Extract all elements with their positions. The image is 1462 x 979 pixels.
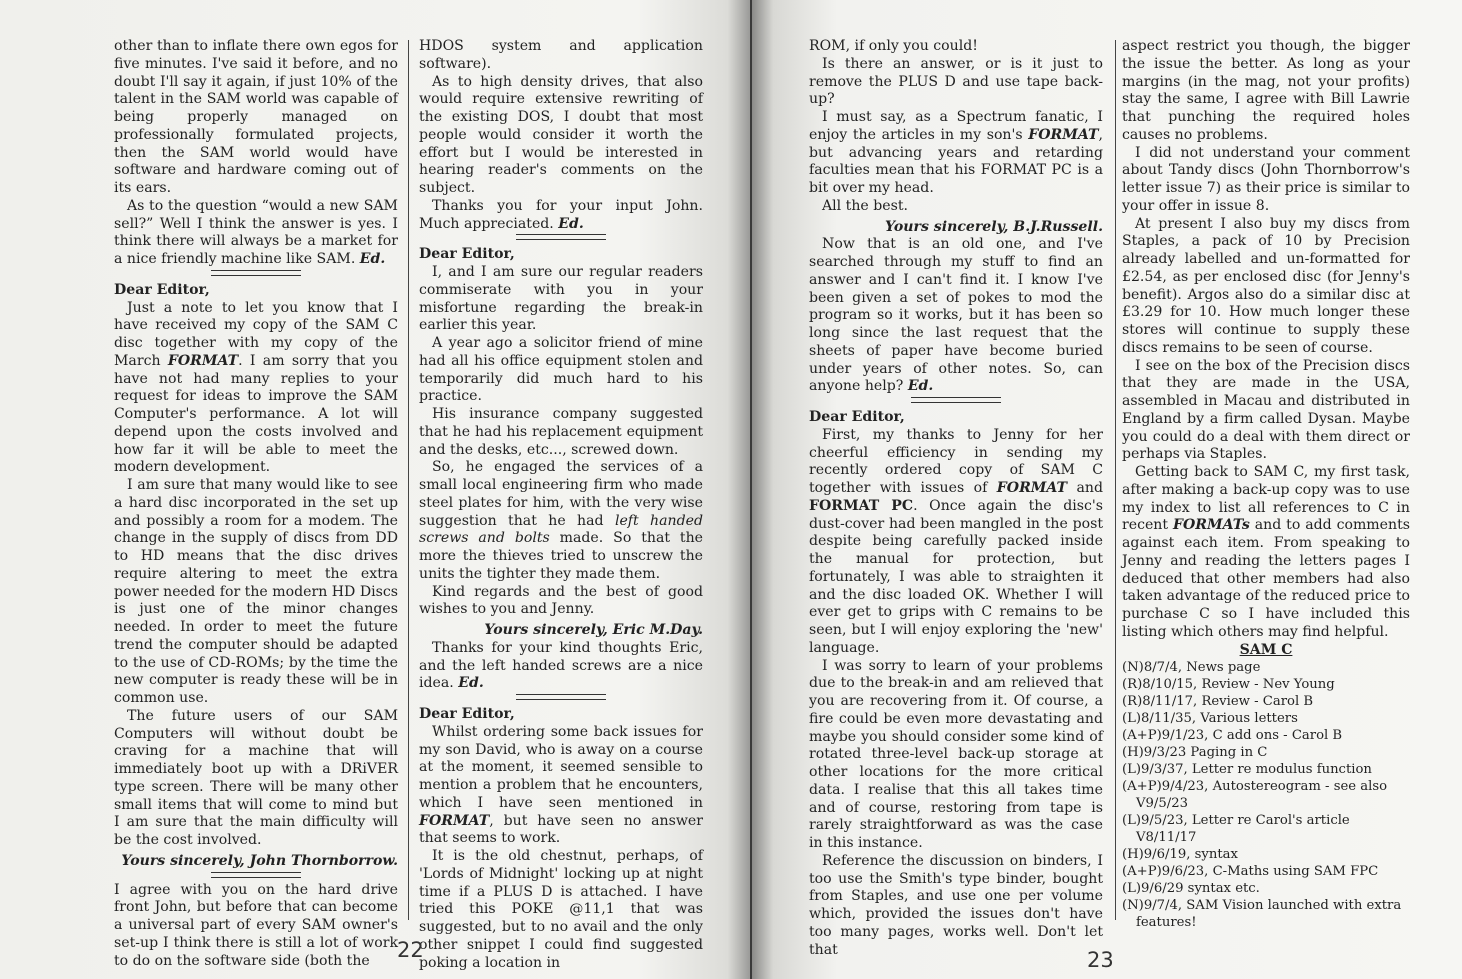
text-run: I must say, as a Spectrum fanatic, I enjoy the articles in my son's bbox=[809, 109, 1103, 143]
list-item bbox=[1122, 846, 1410, 863]
list-item bbox=[1122, 676, 1410, 693]
text-run: So, he engaged the services of a small local engineering firm who made steel plates for him, with the very wise suggestion that he had bbox=[419, 459, 703, 529]
column-divider bbox=[408, 40, 409, 920]
separator-rule bbox=[211, 270, 301, 276]
magazine-name: FORMAT PC bbox=[809, 497, 914, 514]
list-item-text: (L)8/11/35, Various letters bbox=[1122, 711, 1298, 727]
editor-note: Ed. bbox=[907, 378, 934, 395]
letter-salutation bbox=[419, 246, 703, 264]
text-run: ROM, if only you could! bbox=[809, 38, 978, 54]
list-item bbox=[1122, 761, 1410, 778]
list-item bbox=[1122, 897, 1410, 931]
paragraph bbox=[809, 38, 1103, 56]
paragraph bbox=[419, 198, 703, 234]
text-run: All the best. bbox=[822, 197, 908, 214]
text-run: aspect restrict you though, the bigger the issue the better. As long as your margins (in the mag, not your profits) stay the same, I agree with Bill Lawrie that punching the required holes causes no problems. bbox=[1122, 38, 1410, 143]
list-item bbox=[1122, 778, 1410, 812]
letter-salutation bbox=[419, 706, 703, 724]
text-run: I did not understand your comment about Tandy discs (John Thornborrow's letter issue 7) as their price is similar to your offer in issue 8. bbox=[1122, 144, 1410, 214]
text-run: Kind regards and the best of good wishes to you and Jenny. bbox=[419, 583, 703, 618]
text-run: Reference the discussion on binders, I too use the Smith's type binder, bought from Staples, and use one per volume which, provided the issues don't have too many pages, works well. Don't let that bbox=[809, 852, 1103, 958]
list-heading bbox=[1122, 642, 1410, 660]
list-item bbox=[1122, 880, 1410, 897]
list-item bbox=[1122, 727, 1410, 744]
paragraph bbox=[114, 477, 398, 708]
magazine-name: FORMAT bbox=[1028, 126, 1099, 143]
paragraph bbox=[1122, 216, 1410, 358]
paragraph bbox=[809, 658, 1103, 853]
italic-text: left handed screws and bolts bbox=[419, 512, 703, 547]
text-run: Dear Editor, bbox=[419, 706, 515, 722]
list-item-text: (N)9/7/4, SAM Vision launched with extra features! bbox=[1122, 898, 1402, 931]
text-run: Now that is an old one, and I've searched through my stuff to find an answer and I can't find it. I know I've been given a set of pokes to mod the program so it works, but it has been so long since the last request that the sheets of paper have become buried under years of other notes. So, can anyone help? bbox=[809, 236, 1103, 395]
separator-rule bbox=[516, 694, 606, 700]
text-run: Getting back to SAM C, my first task, after making a back-up copy was to use my index to list all references to C in recent bbox=[1122, 464, 1410, 534]
list-item-text: (A+P)9/6/23, C-Maths using SAM FPC bbox=[1122, 864, 1379, 880]
text-run: Dear Editor, bbox=[809, 409, 905, 425]
text-run: other than to inflate there own egos for five minutes. I've said it before, and no doubt I'll say it again, if just 10% of the talent in the SAM world was capable of being properly managed on professionally formulated projects, then the SAM world would have software and hardware coming out of its ears. bbox=[114, 38, 398, 196]
text-run: I see on the box of the Precision discs that they are made in the USA, assembled in Macau and distributed in England by a firm called Dysan. Maybe you could do a deal with them direct or perhaps via Staples. bbox=[1122, 357, 1410, 463]
text-run: First, my thanks to Jenny for her cheerful efficiency in sending my recently ordered copy of SAM C together with issues of bbox=[809, 426, 1103, 496]
paragraph bbox=[809, 427, 1103, 658]
text-run: A year ago a solicitor friend of mine had all his office equipment stolen and temporarily did much hard to his practice. bbox=[419, 335, 703, 405]
text-run: As to the question “would a new SAM sell?” Well I think the answer is yes. I think there will always be a market for a nice friendly machine like SAM. bbox=[114, 197, 398, 267]
paragraph bbox=[114, 38, 398, 198]
letter-salutation bbox=[809, 409, 1103, 427]
paragraph bbox=[809, 198, 1103, 216]
list-item-text: (R)8/10/15, Review - Nev Young bbox=[1122, 677, 1335, 693]
text-run: made. So that the more the thieves tried to unscrew the units the tighter they made them. bbox=[419, 530, 704, 582]
list-item-text: (H)9/3/23 Paging in C bbox=[1122, 745, 1268, 761]
text-run: , but advancing years and retarding faculties mean that his FORMAT PC is a bit over my head. bbox=[809, 126, 1103, 196]
paragraph bbox=[419, 584, 703, 620]
text-run: Whilst ordering some back issues for my son David, who is away on a course at the moment, it seemed sensible to mention a problem that he encounters, which I have seen mentioned in bbox=[419, 723, 703, 811]
text-run: Is there an answer, or is it just to remove the PLUS D and use tape back-up? bbox=[809, 55, 1103, 108]
list-item-text: (A+P)9/4/23, Autostereogram - see also V9/5/23 bbox=[1122, 779, 1388, 812]
text-run: and bbox=[1067, 480, 1104, 496]
text-run: , but have seen no answer that seems to work. bbox=[419, 812, 703, 847]
paragraph bbox=[419, 406, 703, 459]
paragraph bbox=[1122, 145, 1410, 216]
text-run: . Once again the disc's dust-cover had been mangled in the post despite being carefully packed inside the manual for protection, but fortunately, I was able to straighten it and the disc loaded OK. Whether I will ever get to grips with C remains to be seen, but I will enjoy exploring the 'new' language. bbox=[809, 497, 1103, 656]
list-item bbox=[1122, 659, 1410, 676]
text-run: At present I also buy my discs from Staples, a pack of 10 by Precision already labelled and un-formatted for £2.54, as per enclosed disc (for Jenny's benefit). Argos also do a similar disc at £3.29 for 10. How much longer these stores will continue to supply these discs remains to be seen of course. bbox=[1122, 215, 1410, 356]
right-page-column-2 bbox=[1122, 38, 1410, 931]
list-item bbox=[1122, 812, 1410, 846]
text-run: SAM C bbox=[1239, 641, 1293, 658]
paragraph bbox=[419, 459, 703, 583]
right-page-column-1 bbox=[809, 38, 1103, 959]
text-run: HDOS system and application software). bbox=[419, 38, 703, 72]
list-item-text: (L)9/5/23, Letter re Carol's article V8/11/17 bbox=[1122, 813, 1350, 846]
text-run: I agree with you on the hard drive front John, but before that can become a universal part of every SAM owner's set-up I think there is still a lot of work to do on the software side (both the bbox=[114, 881, 398, 969]
list-item bbox=[1122, 744, 1410, 761]
paragraph bbox=[809, 853, 1103, 960]
editor-note: Ed. bbox=[558, 215, 584, 232]
list-item-text: (H)9/6/19, syntax bbox=[1122, 847, 1238, 863]
text-run: I am sure that many would like to see a hard disc incorporated in the set up and possibly a room for a modem. The change in the supply of discs from DD to HD means that the disc drives require altering to meet the extra power needed for the modern HD Discs is just one of the minor changes needed. In order to meet the future trend the computer should be adapted to the use of CD-ROMs; by the time the new computer is ready these will be in common use. bbox=[114, 477, 398, 706]
paragraph bbox=[809, 109, 1103, 198]
separator-rule bbox=[911, 397, 1001, 403]
left-page-column-2 bbox=[419, 38, 703, 972]
magazine-name: FORMAT bbox=[996, 480, 1068, 496]
paragraph bbox=[809, 236, 1103, 396]
editor-note: Ed. bbox=[359, 251, 386, 267]
text-run: I, and I am sure our regular readers commiserate with you in your misfortune regarding the break-in earlier this year. bbox=[419, 264, 703, 334]
left-page-column-1 bbox=[114, 38, 398, 970]
right-page bbox=[752, 0, 1462, 979]
magazine-name: FORMAT bbox=[167, 352, 239, 369]
paragraph bbox=[419, 74, 703, 198]
list-item bbox=[1122, 863, 1410, 880]
column-divider bbox=[1115, 40, 1116, 920]
list-item-text: (L)9/6/29 syntax etc. bbox=[1122, 881, 1260, 897]
text-run: Just a note to let you know that I have received my copy of the SAM C disc together with my copy of the March bbox=[114, 299, 398, 369]
paragraph bbox=[114, 708, 398, 850]
letter-salutation bbox=[114, 282, 398, 300]
magazine-name: FORMATs bbox=[1172, 517, 1250, 534]
separator-rule bbox=[211, 872, 301, 878]
text-run: Yours sincerely, B.J.Russell. bbox=[885, 218, 1103, 235]
page-number: 23 bbox=[1087, 948, 1114, 972]
text-run: Yours sincerely, John Thornborrow. bbox=[121, 852, 398, 869]
text-run: As to high density drives, that also would require extensive rewriting of the existing DOS, I doubt that most people would consider it worth the effort but I would be interested in hearing reader's comments on the subject. bbox=[419, 73, 703, 196]
text-run: The future users of our SAM Computers will without doubt be craving for a machine that will immediately boot up with a DRiVER type screen. There will be many other small items that will come to mind but I am sure that the main difficulty will be the cost involved. bbox=[114, 707, 398, 848]
paragraph bbox=[114, 198, 398, 269]
text-run: I was sorry to learn of your problems due to the break-in and am relieved that you are recovering from it. Of course, a fire could be even more devastating and maybe you should consider some kind of rotated three-level back-up storage at other locations for the more critical data. I realise that this all takes time and of course, restoring from tape is rarely straightforward as was the case in this instance. bbox=[809, 657, 1103, 851]
list-item-text: (R)8/11/17, Review - Carol B bbox=[1122, 694, 1314, 710]
text-run: It is the old chestnut, perhaps, of 'Lords of Midnight' locking up at night time if a PLUS D is attached. I have tried this POKE @11,1 that was suggested, but to no avail and the only other snippet I could find suggested poking a location in bbox=[419, 848, 703, 971]
paragraph bbox=[114, 882, 398, 971]
list-item-text: (L)9/3/37, Letter re modulus function bbox=[1122, 762, 1372, 778]
list-item bbox=[1122, 710, 1410, 727]
page-number: 22 bbox=[397, 938, 424, 962]
text-run: . I am sorry that you have not had many replies to your request for ideas to improve the SAM Computer's performance. A lot will depend upon the costs involved and how far it will be able to meet the modern development. bbox=[114, 352, 398, 476]
separator-rule bbox=[516, 234, 606, 240]
list-item-text: (N)8/7/4, News page bbox=[1122, 660, 1261, 676]
editor-note: Ed. bbox=[458, 675, 484, 692]
text-run: Thanks for your kind thoughts Eric, and the left handed screws are a nice idea. bbox=[419, 639, 703, 692]
text-run: His insurance company suggested that he had his replacement equipment and the desks, etc..., screwed down. bbox=[419, 406, 703, 458]
paragraph bbox=[809, 56, 1103, 109]
paragraph bbox=[419, 848, 703, 972]
list-item bbox=[1122, 693, 1410, 710]
paragraph bbox=[419, 724, 703, 848]
paragraph bbox=[1122, 358, 1410, 465]
paragraph bbox=[419, 335, 703, 406]
text-run: Dear Editor, bbox=[419, 246, 515, 263]
paragraph bbox=[1122, 38, 1410, 145]
paragraph bbox=[419, 640, 703, 693]
text-run: and to add comments against each item. From speaking to Jenny and reading the letters pages I deduced that other members had also taken advantage of the reduced price to purchase C so I have included this listing which others may find helpful. bbox=[1122, 517, 1410, 640]
text-run: Thanks you for your input John. Much appreciated. bbox=[419, 197, 703, 232]
list-item-text: (A+P)9/1/23, C add ons - Carol B bbox=[1122, 728, 1343, 744]
paragraph bbox=[1122, 464, 1410, 642]
letter-signature bbox=[419, 622, 703, 640]
paragraph bbox=[419, 38, 703, 74]
paragraph bbox=[114, 300, 398, 478]
letter-signature bbox=[809, 219, 1103, 237]
letter-signature bbox=[114, 853, 398, 871]
paragraph bbox=[419, 264, 703, 335]
magazine-name: FORMAT bbox=[419, 812, 490, 829]
text-run: Yours sincerely, Eric M.Day. bbox=[484, 622, 703, 638]
text-run: Dear Editor, bbox=[114, 281, 210, 298]
